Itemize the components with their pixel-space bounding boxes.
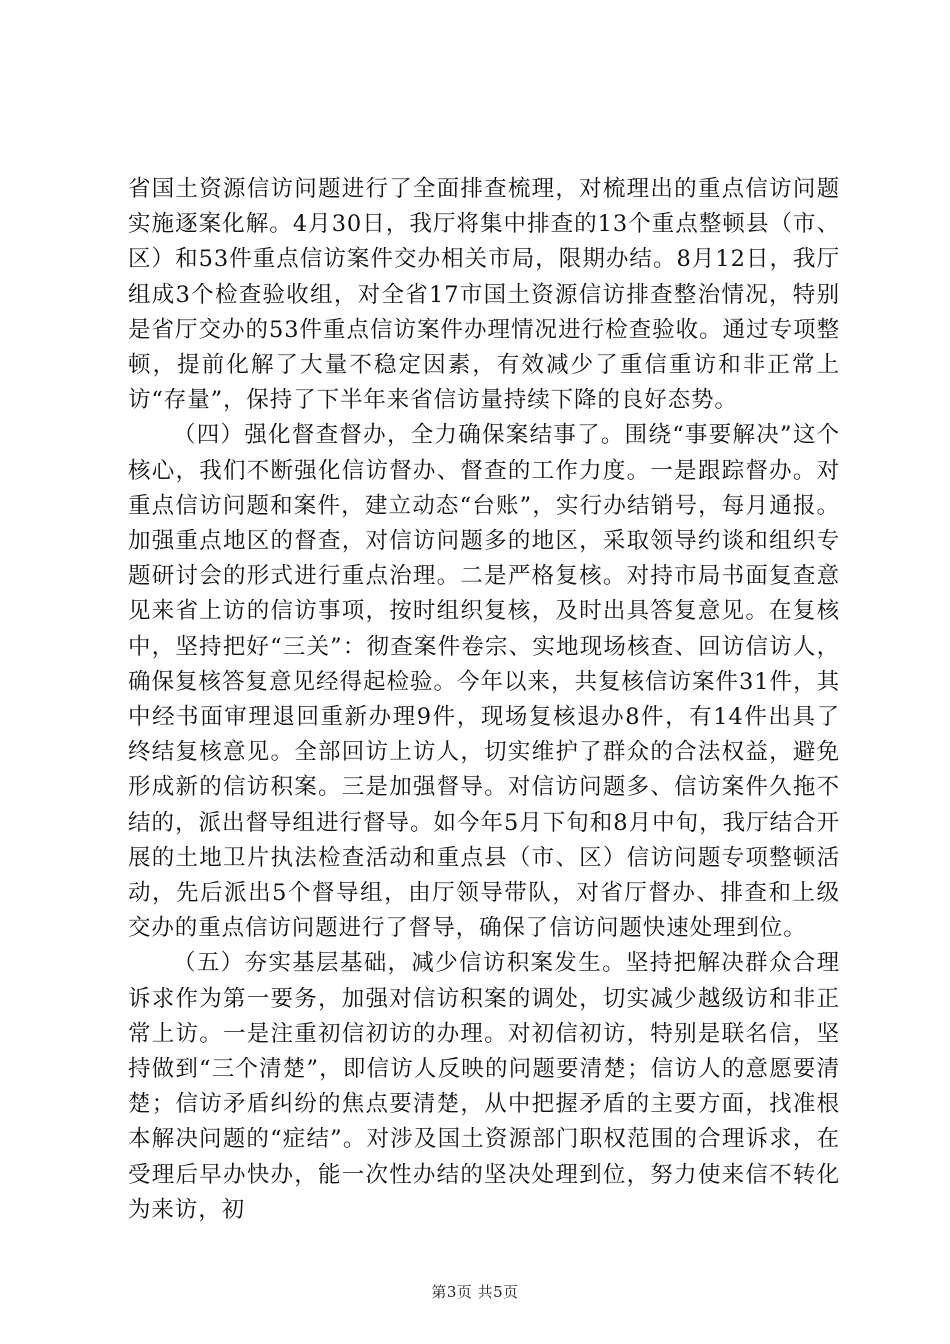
paragraph-section-five: （五）夯实基层基础，减少信访积案发生。坚持把解决群众合理诉求作为第一要务，加强对信访积案的调处，切实减少越级访和非正常上访。一是注重初信初访的办理。对初信初访，特别是联名信，坚持做到“三个清楚”，即信访人反映的问题要清楚；信访人的意愿要清楚；信访矛盾纠纷的焦点要清楚，从中把握矛盾的主要方面，找准根本解决问题的“症结”。对涉及国土资源部门职权范围的合理诉求，在受理后早办快办，能一次性办结的坚决处理到位，努力使来信不转化为来访，初 (128, 950, 840, 1223)
page-footer: 第3页 共5页 (431, 1283, 519, 1301)
paragraph-continued: 省国土资源信访问题进行了全面排查梳理，对梳理出的重点信访问题实施逐案化解。4月30日，我厅将集中排查的13个重点整顿县（市、区）和53件重点信访案件交办相关市局，限期办结。8月12日，我厅组成3个检查验收组，对全省17市国土资源信访排查整治情况，特别是省厅交办的53件重点信访案件办理情况进行检查验收。通过专项整顿，提前化解了大量不稳定因素，有效减少了重信重访和非正常上访“存量”，保持了下半年来省信访量持续下降的良好态势。 (128, 176, 840, 414)
paragraph-section-four: （四）强化督查督办，全力确保案结事了。围绕“事要解决”这个核心，我们不断强化信访督办、督查的工作力度。一是跟踪督办。对重点信访问题和案件，建立动态“台账”，实行办结销号，每月通报。加强重点地区的督查，对信访问题多的地区，采取领导约谈和组织专题研讨会的形式进行重点治理。二是严格复核。对持市局书面复查意见来省上访的信访事项，按时组织复核，及时出具答复意见。在复核中，坚持把好“三关”：彻查案件卷宗、实地现场核查、回访信访人，确保复核答复意见经得起检验。今年以来，共复核信访案件31件，其中经书面审理退回重新办理9件，现场复核退办8件，有14件出具了终结复核意见。全部回访上访人，切实维护了群众的合法权益，避免形成新的信访积案。三是加强督导。对信访问题多、信访案件久拖不结的，派出督导组进行督导。如今年5月下旬和8月中旬，我厅结合开展的土地卫片执法检查活动和重点县（市、区）信访问题专项整顿活动，先后派出5个督导组，由厅领导带队，对省厅督办、排查和上级交办的重点信访问题进行了督导，确保了信访问题快速处理到位。 (128, 422, 840, 942)
body-text (128, 172, 840, 1228)
